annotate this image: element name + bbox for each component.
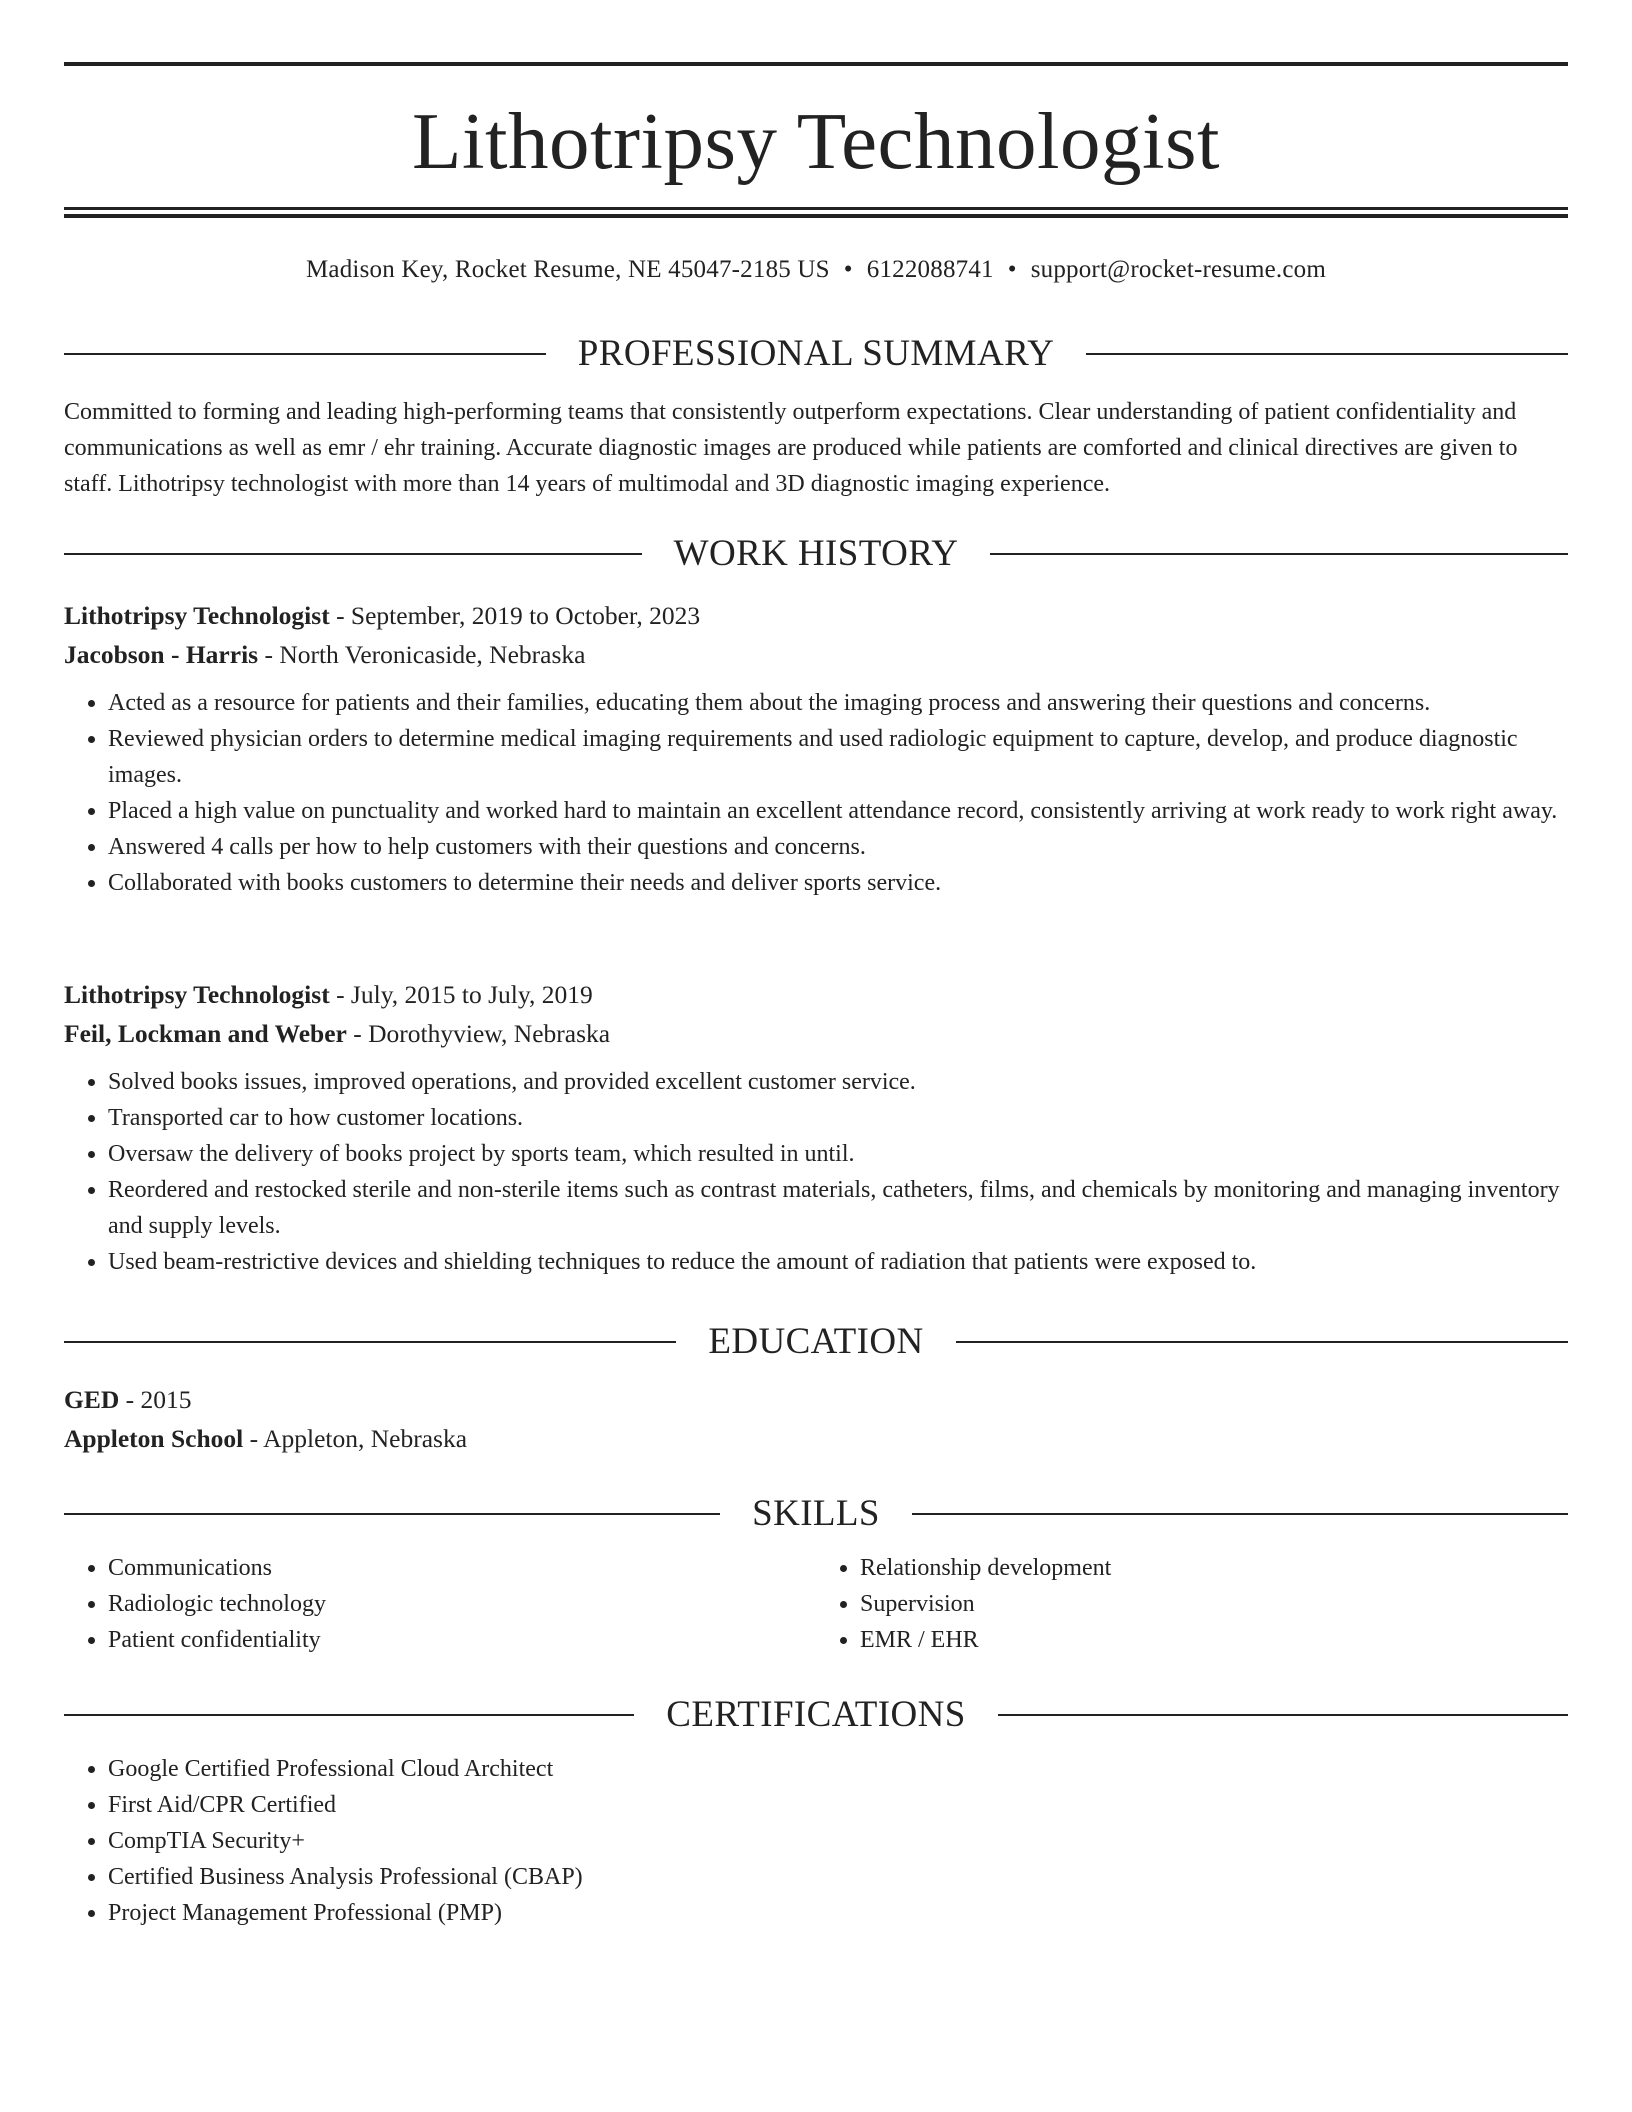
job-location: - Dorothyview, Nebraska bbox=[346, 1019, 611, 1048]
skills-heading: SKILLS bbox=[752, 1493, 880, 1534]
job-company-line bbox=[64, 1014, 1568, 1053]
certification-item: • CompTIA Security+ bbox=[108, 1823, 1568, 1859]
job-dates: - September, 2019 to October, 2023 bbox=[329, 601, 701, 630]
job-entry-2 bbox=[64, 975, 1568, 1280]
certifications-section bbox=[64, 1691, 1568, 1931]
job-title: Lithotripsy Technologist bbox=[64, 601, 330, 630]
resume-title: Lithotripsy Technologist bbox=[411, 96, 1221, 186]
certification-item: • Certified Business Analysis Professional (CBAP) bbox=[108, 1859, 1568, 1895]
heading-rule bbox=[64, 1513, 720, 1515]
certifications-list bbox=[64, 1751, 1568, 1931]
skill-item: • Relationship development bbox=[860, 1550, 1568, 1586]
job-bullet: • Collaborated with books customers to determine their needs and deliver sports service. bbox=[108, 865, 1568, 901]
section-heading bbox=[64, 530, 1568, 578]
job-bullet: • Answered 4 calls per how to help customers with their questions and concerns. bbox=[108, 829, 1568, 865]
contact-line bbox=[64, 253, 1568, 287]
job-bullets bbox=[64, 1064, 1568, 1280]
contact-separator: • bbox=[1007, 256, 1017, 283]
job-dates: - July, 2015 to July, 2019 bbox=[329, 980, 593, 1009]
skill-item: • EMR / EHR bbox=[860, 1622, 1568, 1658]
job-bullets bbox=[64, 685, 1568, 901]
section-heading bbox=[64, 1490, 1568, 1538]
summary-heading: PROFESSIONAL SUMMARY bbox=[577, 333, 1055, 374]
job-bullet: • Placed a high value on punctuality and worked hard to maintain an excellent attendance record, consistently arriving at work ready to work right away. bbox=[108, 793, 1568, 829]
section-heading bbox=[64, 330, 1568, 378]
skill-item: • Communications bbox=[108, 1550, 816, 1586]
job-title: Lithotripsy Technologist bbox=[64, 980, 330, 1009]
certification-item: • First Aid/CPR Certified bbox=[108, 1787, 1568, 1823]
job-company: Feil, Lockman and Weber bbox=[64, 1019, 347, 1048]
certification-item: • Google Certified Professional Cloud Architect bbox=[108, 1751, 1568, 1787]
education-location: - Appleton, Nebraska bbox=[243, 1424, 468, 1453]
job-bullet: • Acted as a resource for patients and their families, educating them about the imaging process and answering their questions and concerns. bbox=[108, 685, 1568, 721]
work-history-heading: WORK HISTORY bbox=[673, 533, 959, 574]
section-heading bbox=[64, 1691, 1568, 1739]
job-bullet: • Solved books issues, improved operations, and provided excellent customer service. bbox=[108, 1064, 1568, 1100]
education-heading: EDUCATION bbox=[708, 1321, 924, 1362]
skills-section bbox=[64, 1490, 1568, 1658]
section-heading bbox=[64, 1318, 1568, 1366]
education-section bbox=[64, 1318, 1568, 1458]
header-top-rule bbox=[64, 62, 1568, 66]
certification-item: • Project Management Professional (PMP) bbox=[108, 1895, 1568, 1931]
skill-item: • Supervision bbox=[860, 1586, 1568, 1622]
work-history-section bbox=[64, 530, 1568, 578]
skills-list-right bbox=[816, 1550, 1568, 1658]
heading-rule bbox=[912, 1513, 1568, 1515]
job-company-line bbox=[64, 635, 1568, 674]
heading-rule bbox=[64, 1714, 634, 1716]
job-title-line bbox=[64, 975, 1568, 1014]
skills-columns bbox=[64, 1550, 1568, 1658]
contact-address: Madison Key, Rocket Resume, NE 45047-2185 US bbox=[306, 256, 830, 283]
education-school-line bbox=[64, 1419, 1568, 1458]
contact-separator: • bbox=[843, 256, 853, 283]
heading-rule bbox=[1086, 353, 1568, 355]
job-title-line bbox=[64, 596, 1568, 635]
education-degree-line bbox=[64, 1380, 1568, 1419]
job-entry-1 bbox=[64, 596, 1568, 901]
summary-section bbox=[64, 330, 1568, 502]
header-double-rule bbox=[64, 207, 1568, 218]
job-bullet: • Reordered and restocked sterile and non-sterile items such as contrast materials, catheters, films, and chemicals by monitoring and managing inventory and supply levels. bbox=[108, 1172, 1568, 1244]
heading-rule bbox=[64, 553, 642, 555]
skill-item: • Radiologic technology bbox=[108, 1586, 816, 1622]
heading-rule bbox=[64, 353, 546, 355]
education-degree: GED bbox=[64, 1385, 120, 1414]
certifications-heading: CERTIFICATIONS bbox=[666, 1694, 966, 1735]
job-bullet: • Transported car to how customer locations. bbox=[108, 1100, 1568, 1136]
job-bullet: • Reviewed physician orders to determine medical imaging requirements and used radiologic equipment to capture, develop, and produce diagnostic images. bbox=[108, 721, 1568, 793]
skill-item: • Patient confidentiality bbox=[108, 1622, 816, 1658]
heading-rule bbox=[998, 1714, 1568, 1716]
heading-rule bbox=[990, 553, 1568, 555]
heading-rule bbox=[64, 1341, 676, 1343]
job-company: Jacobson - Harris bbox=[64, 640, 259, 669]
job-bullet: • Oversaw the delivery of books project by sports team, which resulted in until. bbox=[108, 1136, 1568, 1172]
contact-email: support@rocket-resume.com bbox=[1030, 256, 1326, 283]
job-location: - North Veronicaside, Nebraska bbox=[258, 640, 586, 669]
education-year: - 2015 bbox=[119, 1385, 192, 1414]
contact-phone: 6122088741 bbox=[866, 256, 994, 283]
education-school: Appleton School bbox=[64, 1424, 244, 1453]
job-bullet: • Used beam-restrictive devices and shielding techniques to reduce the amount of radiation that patients were exposed to. bbox=[108, 1244, 1568, 1280]
heading-rule bbox=[956, 1341, 1568, 1343]
skills-list-left bbox=[64, 1550, 816, 1658]
summary-text: Committed to forming and leading high-performing teams that consistently outperform expectations. Clear understanding of patient confidentiality and communications as well as emr / ehr training. Accurate diagnostic images are produced while patients are comforted and clinical directives are given to staff. Lithotripsy technologist with more than 14 years of multimodal and 3D diagnostic imaging experience. bbox=[64, 399, 1518, 497]
